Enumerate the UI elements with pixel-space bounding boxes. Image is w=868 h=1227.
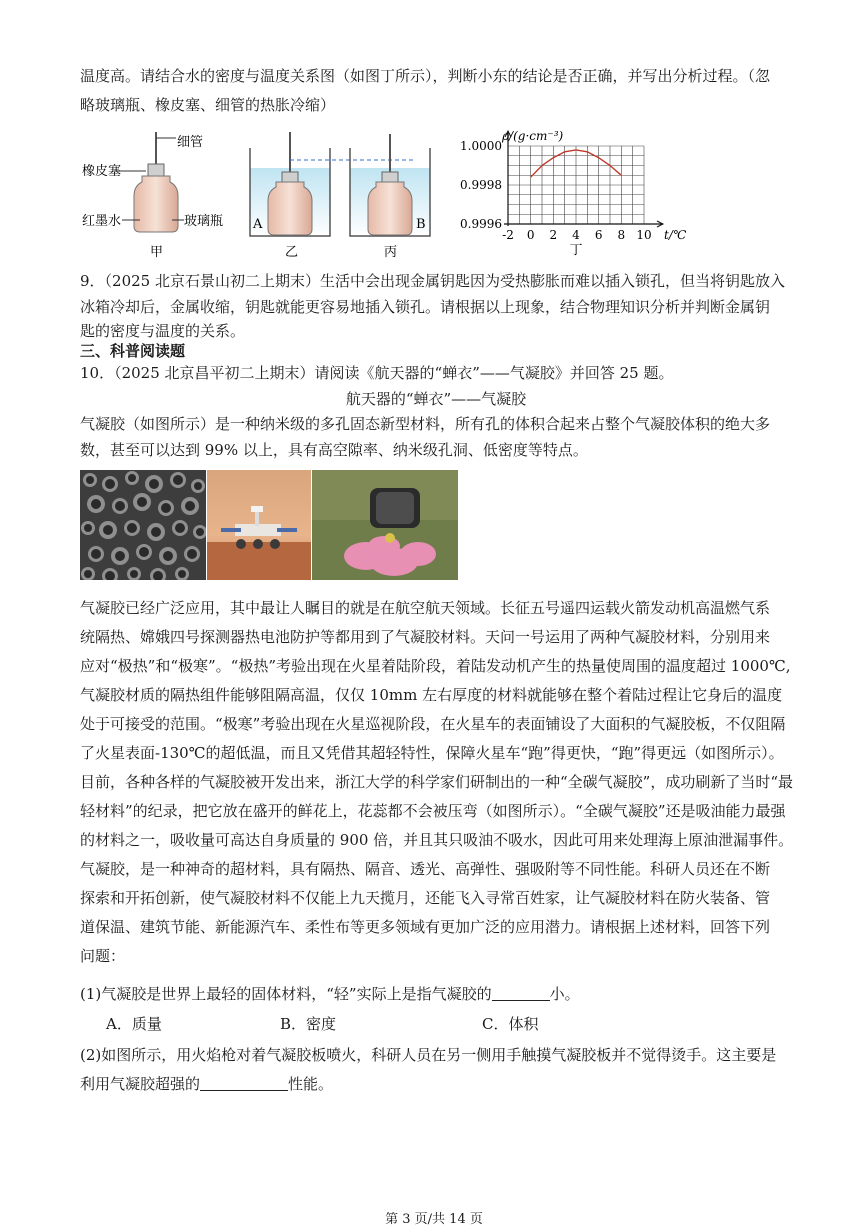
article-line: 气凝胶材质的隔热组件能够阻隔高温，仅仅 10mm 左右厚度的材料就能够在整个着陆过程让它身后的温度 [80, 686, 783, 704]
caption-jia: 甲 [150, 245, 164, 260]
y-tick-label: 0.9996 [460, 217, 502, 231]
caption-yi: 乙 [285, 245, 299, 260]
section-heading: 三、科普阅读题 [80, 342, 186, 360]
apparatus-figure [80, 128, 440, 260]
q2-after: 性能。 [288, 1075, 334, 1093]
q2-before: 利用气凝胶超强的 [80, 1075, 201, 1093]
article-line: 的材料之一，吸收量可高达自身质量的 900 倍，并且其只吸油不吸水，因此可用来处理海上原油泄漏事件。 [80, 831, 794, 849]
q1-stem-after: 小。 [549, 985, 580, 1003]
article-line: 统隔热、嫦娥四号探测器热电池防护等都用到了气凝胶材料。天问一号运用了两种气凝胶材料，分别用来 [80, 628, 771, 646]
q1-stem [80, 980, 792, 1009]
label-ink: 红墨水 [82, 214, 122, 229]
density-chart [448, 128, 692, 260]
answer-blank[interactable] [200, 1074, 288, 1091]
q9-line: 匙的密度与温度的关系。 [80, 322, 246, 340]
option-b[interactable]: B．密度 [280, 1015, 337, 1033]
x-tick-label: 10 [636, 228, 652, 242]
answer-blank[interactable] [492, 984, 550, 1001]
aerogel-on-flower-image [312, 470, 458, 580]
article-line: 气凝胶，是一种神奇的超材料，具有隔热、隔音、透光、高弹性、强吸附等不同性能。科研人员还在不断 [80, 860, 771, 878]
article-line: 了火星表面-130℃的超低温，而且又凭借其超轻特性，保障火星车“跑”得更快，“跑”得更远（如图所示）。 [80, 744, 784, 762]
y-tick-label: 1.0000 [460, 139, 502, 153]
bottle-jia [114, 132, 184, 232]
q2-line [80, 1070, 792, 1099]
q10-intro: 10．（2025 北京昌平初二上期末）请阅读《航天器的“蝉衣”——气凝胶》并回答 25 题。 [80, 364, 674, 382]
article-line: 气凝胶（如图所示）是一种纳米级的多孔固态新型材料，所有孔的体积合起来占整个气凝胶体积的绝大多 [80, 415, 771, 433]
x-tick-label: 2 [549, 228, 558, 242]
option-c[interactable]: C．体积 [482, 1015, 539, 1033]
article-line: 应对“极热”和“极寒”。“极热”考验出现在火星着陆阶段，着陆发动机产生的热量使周围的温度超过 1000℃, [80, 657, 791, 675]
x-tick-label: 6 [594, 228, 603, 242]
chart-caption: 丁 [569, 243, 583, 258]
label-b: B [416, 217, 426, 232]
label-bottle: 玻璃瓶 [184, 214, 224, 229]
text-line: 略玻璃瓶、橡皮塞、细管的热胀冷缩） [80, 96, 336, 114]
x-tick-label: -2 [502, 228, 514, 242]
x-tick-label: 0 [526, 228, 535, 242]
article-line: 目前，各种各样的气凝胶被开发出来，浙江大学的科学家们研制出的一种“全碳气凝胶”，成功刷新了当时“最 [80, 773, 794, 791]
article-line: 探索和开拓创新，使气凝胶材料不仅能上九天揽月，还能飞入寻常百姓家，让气凝胶材料在防火装备、管 [80, 889, 771, 907]
text-line: 温度高。请结合水的密度与温度关系图（如图丁所示），判断小东的结论是否正确，并写出分析过程。（忽 [80, 67, 771, 85]
label-tube: 细管 [177, 135, 204, 150]
q1-stem-before: (1)气凝胶是世界上最轻的固体材料，“轻”实际上是指气凝胶的 [80, 985, 492, 1003]
q9-line: 冰箱冷却后，金属收缩，钥匙就能更容易地插入锁孔。请根据以上现象，结合物理知识分析并判断金属钥 [80, 298, 771, 316]
article-line: 气凝胶已经广泛应用，其中最让人瞩目的就是在航空航天领域。长征五号遥四运载火箭发动机高温燃气系 [80, 599, 771, 617]
aerogel-micrograph-image [80, 470, 206, 580]
mars-rover-image [207, 470, 311, 580]
label-stopper: 橡皮塞 [82, 164, 122, 179]
article-line: 轻材料”的纪录，把它放在盛开的鲜花上，花蕊都不会被压弯（如图所示）。“全碳气凝胶”还是吸油能力最强 [80, 802, 786, 820]
caption-bing: 丙 [384, 245, 398, 260]
x-tick-label: 8 [617, 228, 626, 242]
article-line: 道保温、建筑节能、新能源汽车、柔性布等更多领域有更加广泛的应用潜力。请根据上述材料，回答下列 [80, 918, 771, 936]
q9-line: 9．（2025 北京石景山初二上期末）生活中会出现金属钥匙因为受热膨胀而难以插入锁孔，但当将钥匙放入 [80, 272, 785, 290]
option-a[interactable]: A．质量 [106, 1015, 162, 1033]
label-a: A [253, 217, 263, 232]
y-tick-label: 0.9998 [460, 178, 502, 192]
article-line: 处于可接受的范围。“极寒”考验出现在火星巡视阶段，在火星车的表面铺设了大面积的气凝胶板，不仅阻隔 [80, 715, 786, 733]
article-line: 数，甚至可以达到 99% 以上，具有高空隙率、纳米级孔洞、低密度等特点。 [80, 441, 588, 459]
page-footer: 第 3 页/共 14 页 [385, 1212, 483, 1227]
q2-line: (2)如图所示，用火焰枪对着气凝胶板喷火，科研人员在另一侧用手触摸气凝胶板并不觉得烫手。这主要是 [80, 1046, 777, 1064]
x-axis-label: t/℃ [664, 228, 687, 242]
x-tick-label: 4 [572, 228, 580, 242]
y-axis-label: ρ/(g·cm⁻³) [502, 129, 564, 143]
article-line: 问题： [80, 947, 126, 965]
article-title: 航天器的“蝉衣”——气凝胶 [345, 390, 527, 408]
